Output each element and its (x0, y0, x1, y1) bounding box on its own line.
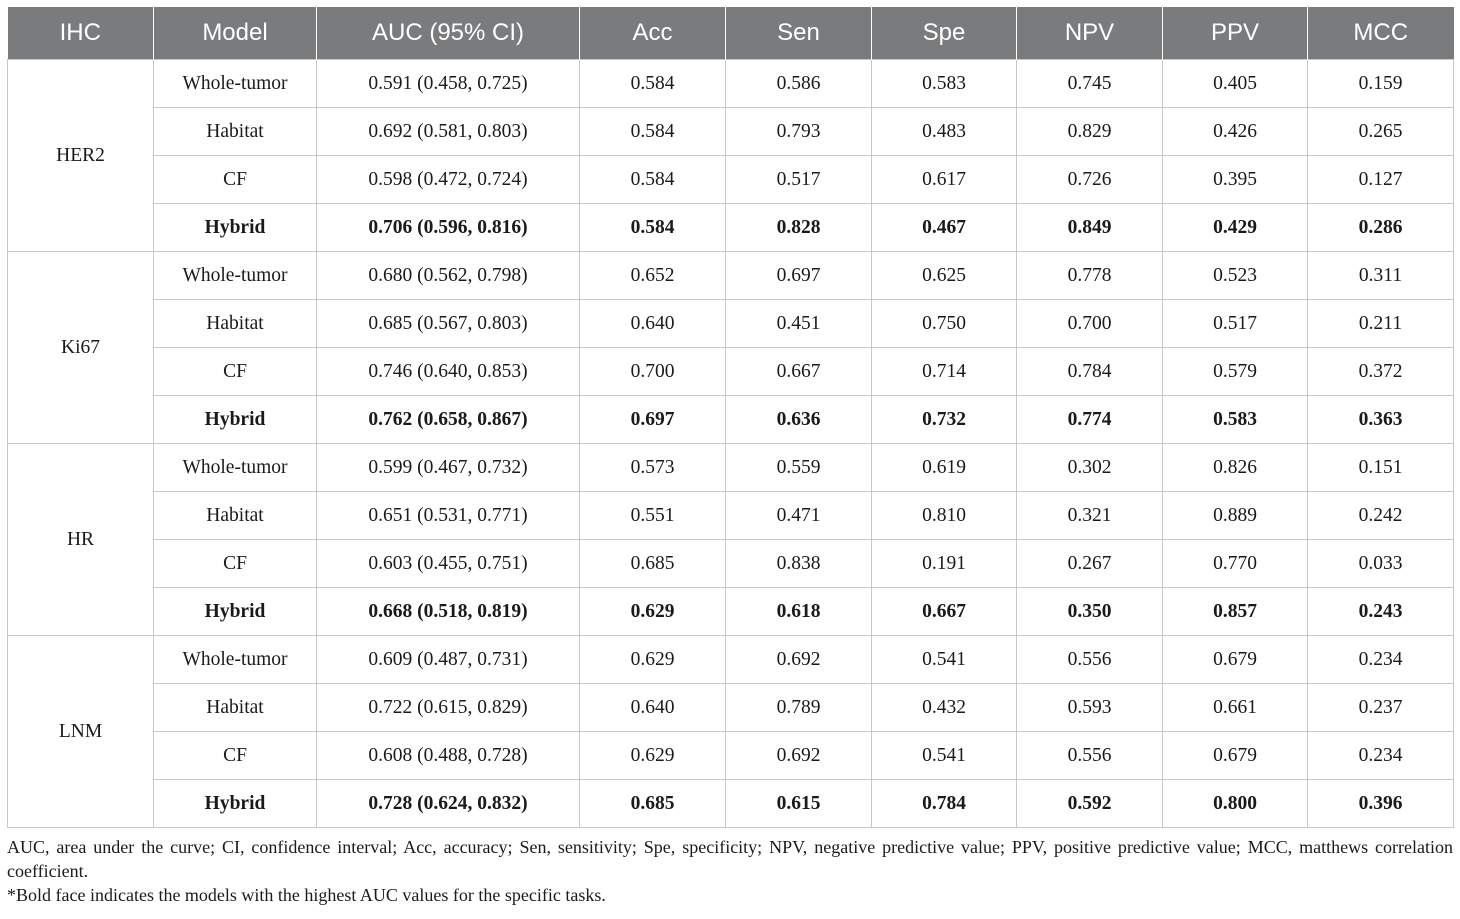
cell-npv: 0.829 (1017, 108, 1163, 156)
cell-acc: 0.652 (580, 252, 726, 300)
table-row (8, 396, 1454, 444)
cell-npv: 0.784 (1017, 348, 1163, 396)
column-header-model: Model (154, 7, 317, 60)
table-row (8, 204, 1454, 252)
cell-auc: 0.603 (0.455, 0.751) (317, 540, 580, 588)
cell-mcc: 0.363 (1308, 396, 1454, 444)
cell-acc: 0.629 (580, 636, 726, 684)
cell-spe: 0.432 (872, 684, 1017, 732)
ihc-group-label: HER2 (8, 60, 154, 252)
cell-spe: 0.541 (872, 636, 1017, 684)
cell-model: Habitat (154, 684, 317, 732)
cell-auc: 0.685 (0.567, 0.803) (317, 300, 580, 348)
cell-mcc: 0.127 (1308, 156, 1454, 204)
cell-auc: 0.706 (0.596, 0.816) (317, 204, 580, 252)
cell-mcc: 0.237 (1308, 684, 1454, 732)
cell-spe: 0.810 (872, 492, 1017, 540)
ihc-group-label: Ki67 (8, 252, 154, 444)
cell-sen: 0.618 (726, 588, 872, 636)
cell-auc: 0.591 (0.458, 0.725) (317, 60, 580, 108)
cell-mcc: 0.151 (1308, 444, 1454, 492)
cell-ppv: 0.826 (1163, 444, 1308, 492)
cell-acc: 0.640 (580, 684, 726, 732)
table-footnotes (7, 835, 1453, 907)
cell-spe: 0.541 (872, 732, 1017, 780)
cell-npv: 0.745 (1017, 60, 1163, 108)
cell-mcc: 0.243 (1308, 588, 1454, 636)
cell-mcc: 0.033 (1308, 540, 1454, 588)
cell-acc: 0.700 (580, 348, 726, 396)
cell-spe: 0.483 (872, 108, 1017, 156)
cell-auc: 0.746 (0.640, 0.853) (317, 348, 580, 396)
cell-auc: 0.762 (0.658, 0.867) (317, 396, 580, 444)
cell-ppv: 0.583 (1163, 396, 1308, 444)
cell-npv: 0.726 (1017, 156, 1163, 204)
cell-ppv: 0.800 (1163, 780, 1308, 828)
cell-ppv: 0.405 (1163, 60, 1308, 108)
cell-mcc: 0.234 (1308, 732, 1454, 780)
cell-sen: 0.793 (726, 108, 872, 156)
cell-npv: 0.302 (1017, 444, 1163, 492)
cell-model: Habitat (154, 492, 317, 540)
cell-ppv: 0.679 (1163, 732, 1308, 780)
cell-ppv: 0.661 (1163, 684, 1308, 732)
cell-sen: 0.615 (726, 780, 872, 828)
cell-npv: 0.321 (1017, 492, 1163, 540)
table-row (8, 444, 1454, 492)
cell-sen: 0.636 (726, 396, 872, 444)
cell-mcc: 0.242 (1308, 492, 1454, 540)
cell-spe: 0.617 (872, 156, 1017, 204)
cell-model: Hybrid (154, 588, 317, 636)
cell-sen: 0.697 (726, 252, 872, 300)
cell-spe: 0.784 (872, 780, 1017, 828)
cell-sen: 0.692 (726, 636, 872, 684)
cell-sen: 0.559 (726, 444, 872, 492)
cell-auc: 0.651 (0.531, 0.771) (317, 492, 580, 540)
cell-auc: 0.692 (0.581, 0.803) (317, 108, 580, 156)
table-row (8, 492, 1454, 540)
cell-acc: 0.685 (580, 540, 726, 588)
cell-auc: 0.599 (0.467, 0.732) (317, 444, 580, 492)
cell-mcc: 0.286 (1308, 204, 1454, 252)
cell-ppv: 0.517 (1163, 300, 1308, 348)
cell-npv: 0.849 (1017, 204, 1163, 252)
cell-spe: 0.191 (872, 540, 1017, 588)
table-row (8, 252, 1454, 300)
cell-acc: 0.584 (580, 60, 726, 108)
cell-spe: 0.750 (872, 300, 1017, 348)
cell-mcc: 0.396 (1308, 780, 1454, 828)
cell-spe: 0.583 (872, 60, 1017, 108)
bold-face-note: *Bold face indicates the models with the highest AUC values for the specific tasks. (7, 885, 606, 905)
cell-model: CF (154, 156, 317, 204)
cell-npv: 0.556 (1017, 732, 1163, 780)
cell-mcc: 0.234 (1308, 636, 1454, 684)
cell-npv: 0.593 (1017, 684, 1163, 732)
cell-sen: 0.586 (726, 60, 872, 108)
cell-npv: 0.774 (1017, 396, 1163, 444)
table-row (8, 732, 1454, 780)
cell-sen: 0.789 (726, 684, 872, 732)
column-header-ihc: IHC (8, 7, 154, 60)
cell-model: Whole-tumor (154, 60, 317, 108)
cell-ppv: 0.395 (1163, 156, 1308, 204)
cell-npv: 0.778 (1017, 252, 1163, 300)
cell-npv: 0.556 (1017, 636, 1163, 684)
cell-sen: 0.471 (726, 492, 872, 540)
cell-npv: 0.267 (1017, 540, 1163, 588)
table-row (8, 60, 1454, 108)
ihc-group-label: LNM (8, 636, 154, 828)
cell-acc: 0.584 (580, 108, 726, 156)
table-row (8, 540, 1454, 588)
cell-npv: 0.592 (1017, 780, 1163, 828)
cell-acc: 0.629 (580, 588, 726, 636)
cell-npv: 0.350 (1017, 588, 1163, 636)
table-row (8, 300, 1454, 348)
table-row (8, 108, 1454, 156)
cell-ppv: 0.679 (1163, 636, 1308, 684)
cell-model: Habitat (154, 300, 317, 348)
cell-model: Whole-tumor (154, 444, 317, 492)
cell-auc: 0.722 (0.615, 0.829) (317, 684, 580, 732)
cell-spe: 0.619 (872, 444, 1017, 492)
cell-acc: 0.640 (580, 300, 726, 348)
column-header-ppv: PPV (1163, 7, 1308, 60)
cell-model: Hybrid (154, 204, 317, 252)
cell-auc: 0.668 (0.518, 0.819) (317, 588, 580, 636)
cell-sen: 0.828 (726, 204, 872, 252)
table-row (8, 636, 1454, 684)
cell-mcc: 0.311 (1308, 252, 1454, 300)
model-performance-table (7, 7, 1454, 828)
cell-ppv: 0.579 (1163, 348, 1308, 396)
cell-acc: 0.584 (580, 204, 726, 252)
table-container (7, 7, 1453, 907)
column-header-spe: Spe (872, 7, 1017, 60)
table-row (8, 588, 1454, 636)
cell-model: Whole-tumor (154, 252, 317, 300)
cell-ppv: 0.889 (1163, 492, 1308, 540)
cell-acc: 0.573 (580, 444, 726, 492)
cell-spe: 0.732 (872, 396, 1017, 444)
cell-model: Habitat (154, 108, 317, 156)
cell-sen: 0.692 (726, 732, 872, 780)
cell-ppv: 0.523 (1163, 252, 1308, 300)
column-header-npv: NPV (1017, 7, 1163, 60)
cell-mcc: 0.159 (1308, 60, 1454, 108)
ihc-group-label: HR (8, 444, 154, 636)
cell-auc: 0.609 (0.487, 0.731) (317, 636, 580, 684)
cell-spe: 0.625 (872, 252, 1017, 300)
cell-ppv: 0.429 (1163, 204, 1308, 252)
table-body (8, 60, 1454, 828)
column-header-auc: AUC (95% CI) (317, 7, 580, 60)
cell-mcc: 0.372 (1308, 348, 1454, 396)
cell-model: Whole-tumor (154, 636, 317, 684)
cell-npv: 0.700 (1017, 300, 1163, 348)
table-row (8, 156, 1454, 204)
cell-acc: 0.584 (580, 156, 726, 204)
cell-sen: 0.517 (726, 156, 872, 204)
abbreviations-note: AUC, area under the curve; CI, confidence interval; Acc, accuracy; Sen, sensitivity; Spe, specificity; NPV, negative predictive value; PPV, positive predictive value; MCC, matthews correlation coefficient. (7, 837, 1453, 881)
table-row (8, 780, 1454, 828)
cell-sen: 0.838 (726, 540, 872, 588)
cell-ppv: 0.426 (1163, 108, 1308, 156)
cell-acc: 0.697 (580, 396, 726, 444)
table-header (8, 7, 1454, 60)
cell-model: Hybrid (154, 396, 317, 444)
table-row (8, 348, 1454, 396)
cell-acc: 0.629 (580, 732, 726, 780)
cell-spe: 0.467 (872, 204, 1017, 252)
cell-ppv: 0.857 (1163, 588, 1308, 636)
cell-auc: 0.608 (0.488, 0.728) (317, 732, 580, 780)
cell-auc: 0.728 (0.624, 0.832) (317, 780, 580, 828)
cell-auc: 0.680 (0.562, 0.798) (317, 252, 580, 300)
header-row (8, 7, 1454, 60)
column-header-acc: Acc (580, 7, 726, 60)
table-row (8, 684, 1454, 732)
cell-acc: 0.551 (580, 492, 726, 540)
cell-ppv: 0.770 (1163, 540, 1308, 588)
cell-auc: 0.598 (0.472, 0.724) (317, 156, 580, 204)
cell-sen: 0.451 (726, 300, 872, 348)
cell-spe: 0.714 (872, 348, 1017, 396)
cell-sen: 0.667 (726, 348, 872, 396)
column-header-mcc: MCC (1308, 7, 1454, 60)
cell-spe: 0.667 (872, 588, 1017, 636)
cell-model: Hybrid (154, 780, 317, 828)
cell-mcc: 0.211 (1308, 300, 1454, 348)
cell-model: CF (154, 348, 317, 396)
cell-acc: 0.685 (580, 780, 726, 828)
cell-model: CF (154, 540, 317, 588)
column-header-sen: Sen (726, 7, 872, 60)
cell-mcc: 0.265 (1308, 108, 1454, 156)
cell-model: CF (154, 732, 317, 780)
